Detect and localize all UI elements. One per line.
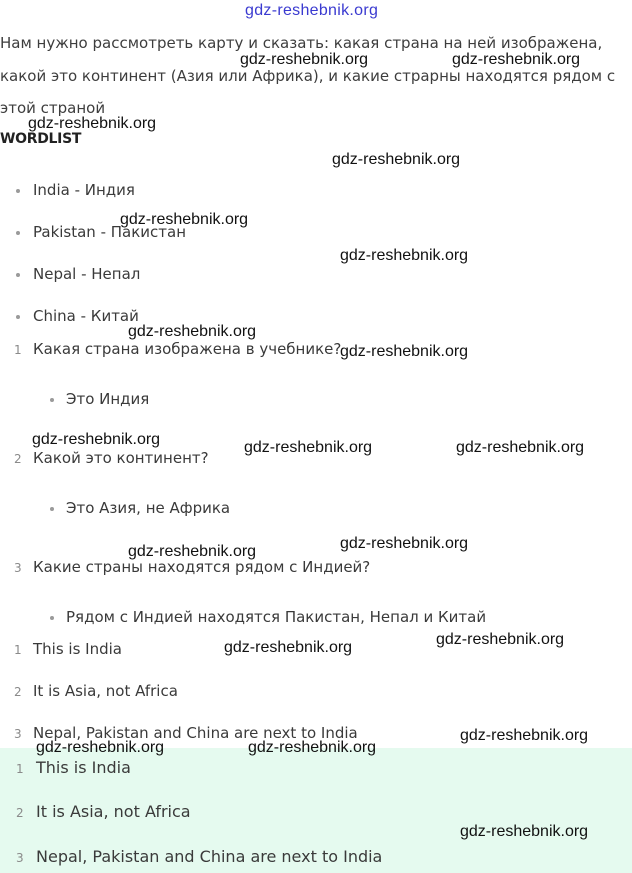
answer-text: Это Индия	[66, 390, 150, 408]
english-sentence: This is India	[33, 640, 122, 658]
bullet-icon	[16, 189, 20, 193]
answer-text: Рядом с Индией находятся Пакистан, Непал и Китай	[66, 608, 487, 626]
final-sentence: It is Asia, not Africa	[36, 802, 191, 821]
bullet-icon	[50, 616, 54, 620]
watermark: gdz-reshebnik.org	[224, 639, 353, 656]
watermark: gdz-reshebnik.org	[32, 431, 161, 448]
watermark: gdz-reshebnik.org	[340, 535, 469, 552]
item-number: 3	[14, 727, 22, 741]
watermark: gdz-reshebnik.org	[128, 323, 257, 340]
watermark: gdz-reshebnik.org	[128, 543, 257, 560]
item-number: 2	[16, 806, 24, 820]
wordlist-item: China - Китай	[33, 307, 139, 325]
intro-line-3: этой страной	[0, 99, 106, 117]
bullet-icon	[50, 398, 54, 402]
watermark: gdz-reshebnik.org	[36, 739, 165, 756]
watermark-top: gdz-reshebnik.org	[245, 2, 379, 19]
watermark: gdz-reshebnik.org	[120, 211, 249, 228]
final-sentence: This is India	[36, 758, 131, 777]
watermark: gdz-reshebnik.org	[340, 343, 469, 360]
question-text: Какая страна изображена в учебнике?	[33, 340, 342, 358]
english-sentence: Nepal, Pakistan and China are next to India	[33, 724, 358, 742]
bullet-icon	[16, 315, 20, 319]
bullet-icon	[16, 231, 20, 235]
wordlist-item: Pakistan - Пакистан	[33, 223, 187, 241]
item-number: 3	[16, 851, 24, 865]
wordlist-item: India - Индия	[33, 181, 135, 199]
watermark: gdz-reshebnik.org	[244, 439, 373, 456]
watermark: gdz-reshebnik.org	[460, 823, 589, 840]
watermark: gdz-reshebnik.org	[452, 51, 581, 68]
watermark: gdz-reshebnik.org	[340, 247, 469, 264]
english-sentence: It is Asia, not Africa	[33, 682, 178, 700]
item-number: 2	[14, 685, 22, 699]
intro-line-1: Нам нужно рассмотреть карту и сказать: какая страна на ней изображена,	[0, 34, 603, 52]
watermark: gdz-reshebnik.org	[460, 727, 589, 744]
watermark: gdz-reshebnik.org	[240, 51, 369, 68]
wordlist-item: Nepal - Непал	[33, 265, 141, 283]
question-text: Какой это континент?	[33, 449, 209, 467]
watermark: gdz-reshebnik.org	[28, 115, 157, 132]
watermark: gdz-reshebnik.org	[248, 739, 377, 756]
item-number: 1	[16, 762, 24, 776]
answer-text: Это Азия, не Африка	[66, 499, 231, 517]
watermark: gdz-reshebnik.org	[332, 151, 461, 168]
question-number: 2	[14, 452, 22, 466]
question-text: Какие страны находятся рядом с Индией?	[33, 558, 371, 576]
wordlist-heading: WORDLIST	[0, 131, 82, 147]
watermark: gdz-reshebnik.org	[436, 631, 565, 648]
watermark: gdz-reshebnik.org	[456, 439, 585, 456]
question-number: 1	[14, 343, 22, 357]
bullet-icon	[50, 507, 54, 511]
bullet-icon	[16, 273, 20, 277]
question-number: 3	[14, 561, 22, 575]
final-sentence: Nepal, Pakistan and China are next to India	[36, 847, 383, 866]
intro-line-2: какой это континент (Азия или Африка), и какие страрны находятся рядом с	[0, 67, 616, 85]
item-number: 1	[14, 643, 22, 657]
